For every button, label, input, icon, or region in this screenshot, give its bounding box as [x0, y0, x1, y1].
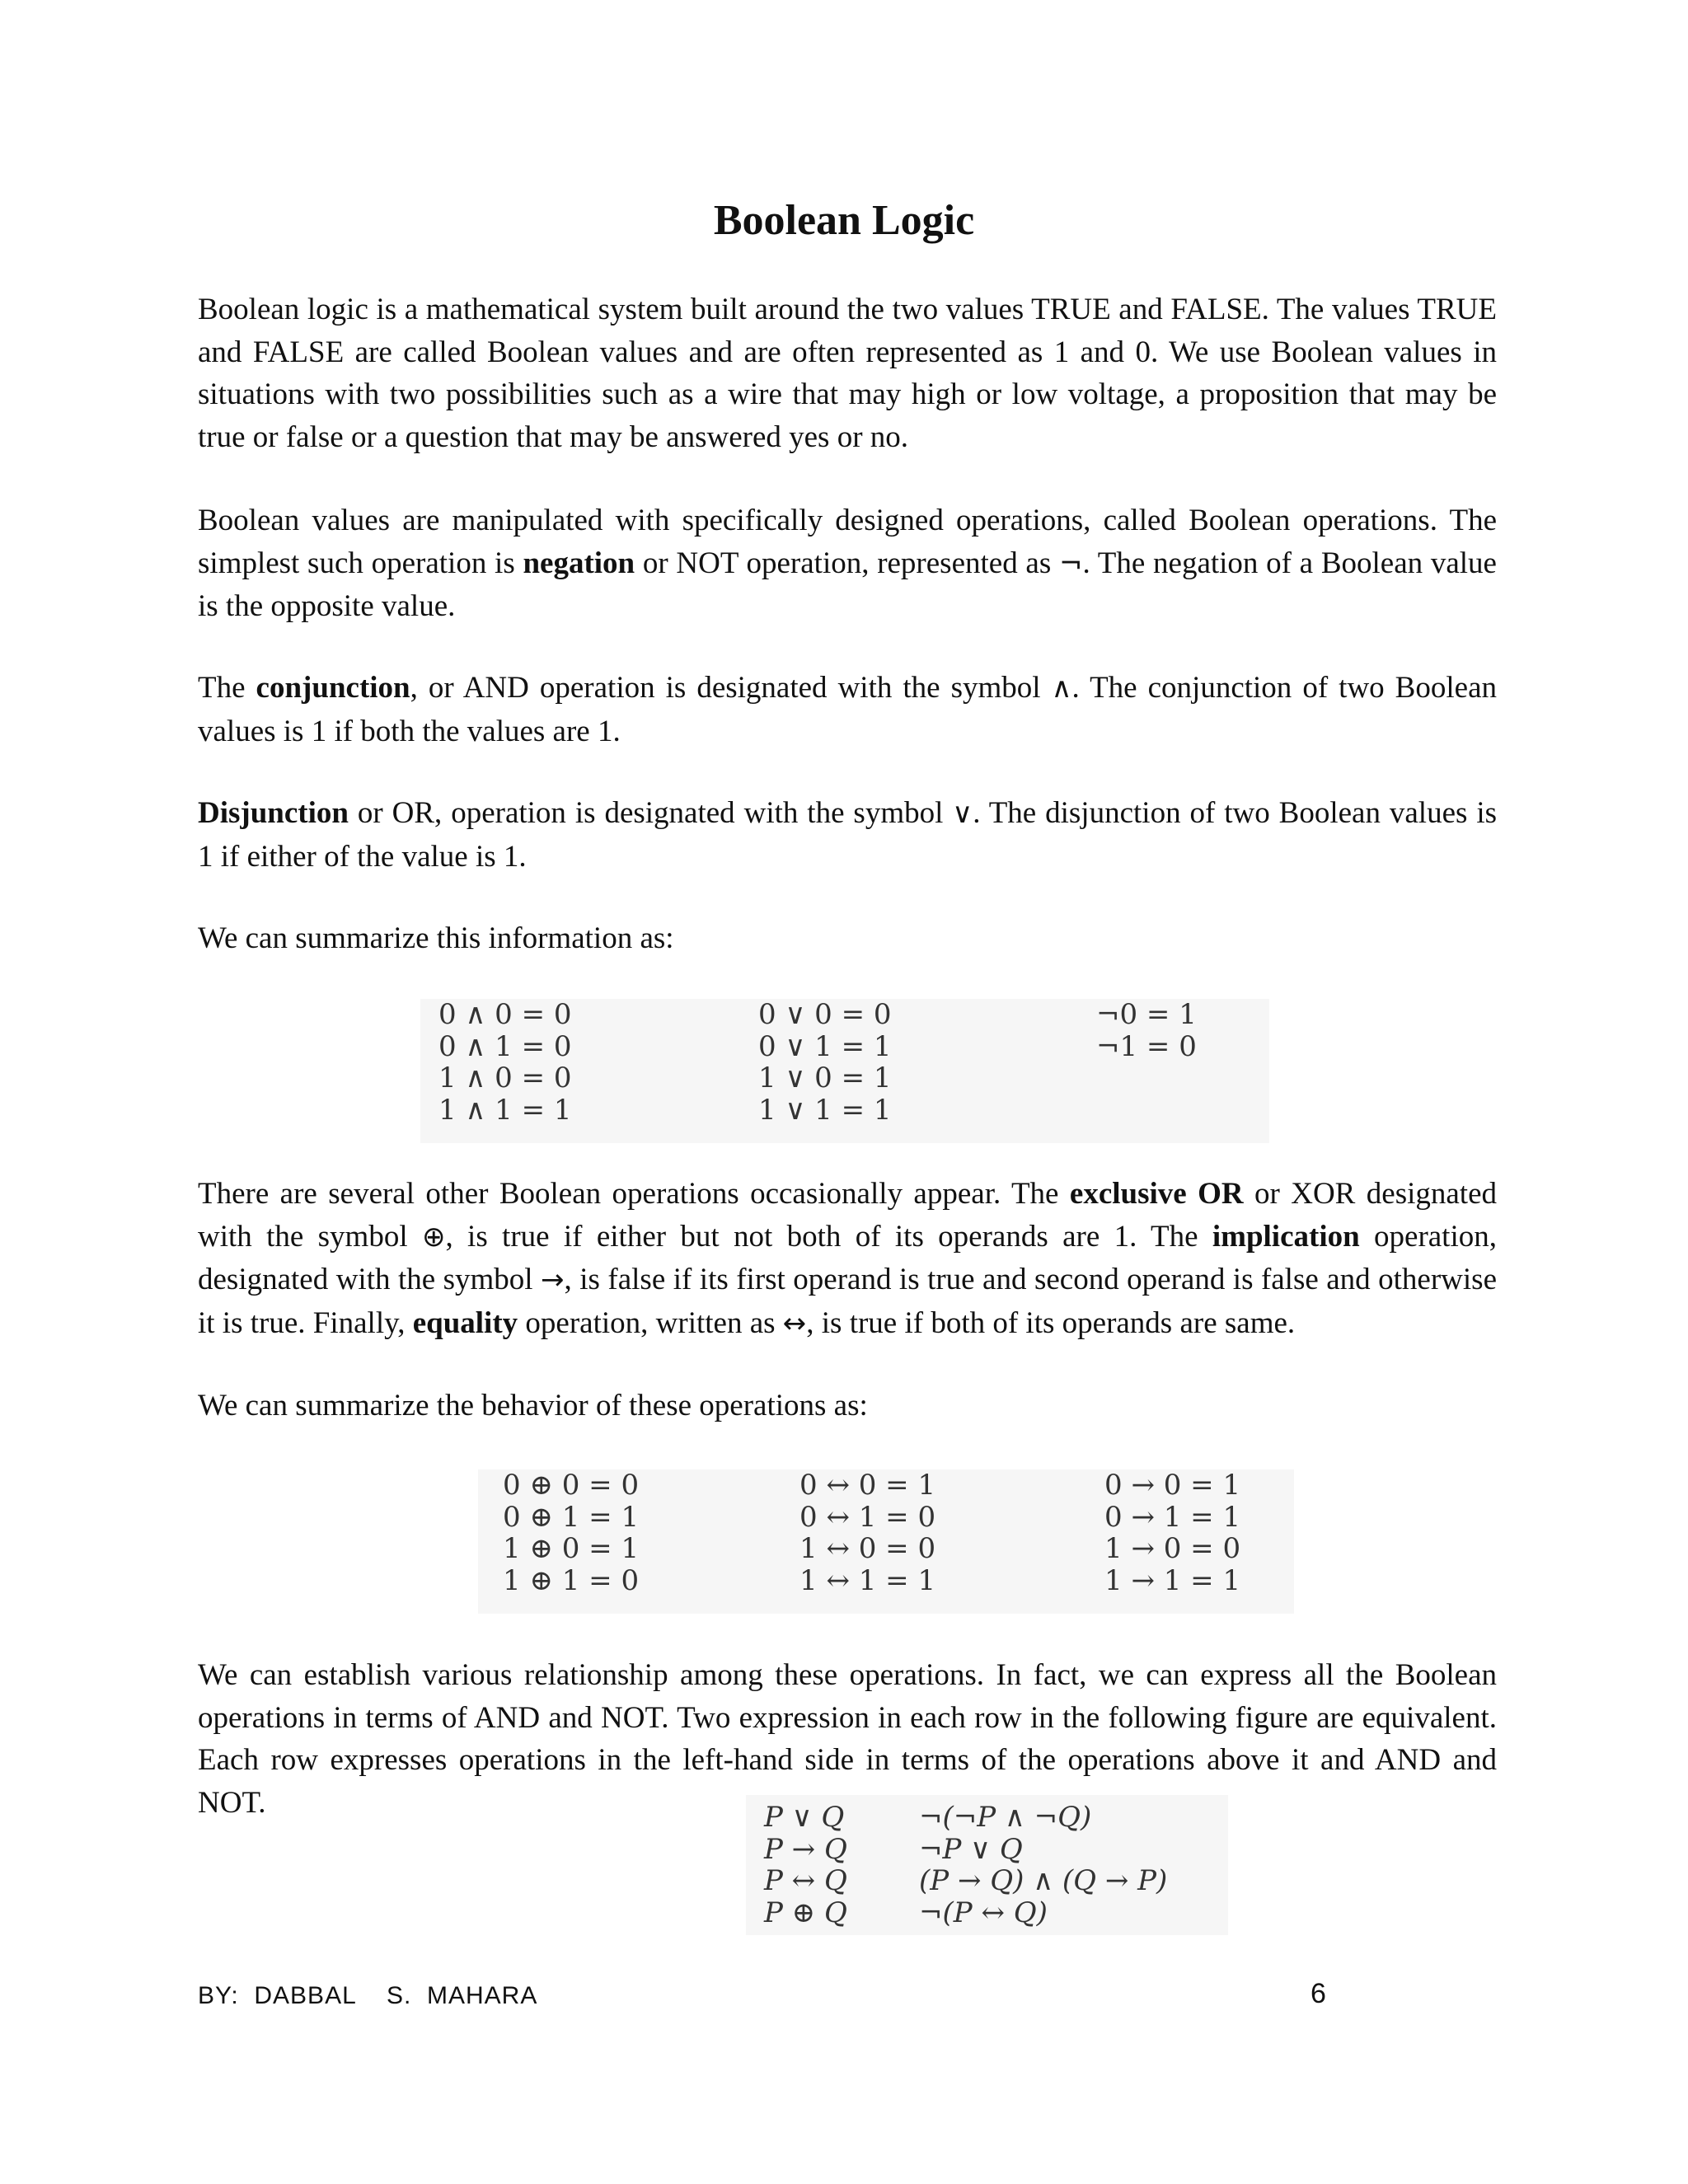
not-row: ¬1 = 0 [1096, 1029, 1197, 1063]
equivalence-right: ¬(¬P ∧ ¬Q) [919, 1801, 1092, 1834]
or-row: 0 ∨ 1 = 1 [758, 1029, 892, 1063]
conjunction-text-middle: , or AND operation is designated with the symbol [410, 671, 1052, 705]
equality-term: equality [412, 1305, 518, 1340]
other-ops-text: , is true if either but not both of its operands are 1. The [445, 1219, 1212, 1254]
equality-column [799, 1469, 935, 1596]
xor-row: 0 ⊕ 0 = 0 [503, 1469, 640, 1502]
footer-author: BY: DABBAL S. MAHARA [198, 1982, 538, 2009]
equivalence-right: (P → Q) ∧ (Q → P) [919, 1864, 1168, 1897]
not-column [1096, 999, 1197, 1062]
and-column [438, 999, 572, 1126]
equivalence-left: P → Q [764, 1832, 847, 1866]
equality-row: 1 ↔ 1 = 1 [799, 1563, 936, 1597]
equivalence-right: ¬(P ↔ Q) [919, 1896, 1048, 1929]
equivalence-left: P ↔ Q [764, 1864, 847, 1897]
xor-term: exclusive OR [1069, 1177, 1244, 1211]
implication-row: 1 → 0 = 0 [1104, 1532, 1241, 1565]
implication-term: implication [1212, 1219, 1360, 1254]
not-symbol: ¬ [1058, 546, 1083, 580]
summary-intro-1: We can summarize this information as: [198, 921, 674, 955]
implication-row: 0 → 1 = 1 [1104, 1500, 1241, 1534]
or-row: 1 ∨ 0 = 1 [758, 1062, 892, 1094]
negation-term: negation [523, 546, 635, 580]
intro-paragraph: Boolean logic is a mathematical system built around the two values TRUE and FALSE. The values TRUE and FALSE are called Boolean values and are often represented as 1 and 0. We use Boolean values in situations with two possibilities such as a wire that may high or low voltage, a proposition that may be true or false or a question that may be answered yes or no. [198, 293, 1497, 454]
other-ops-text: operation, designated with the symbol [198, 1219, 1497, 1296]
other-ops-text: There are several other Boolean operations occasionally appear. The [198, 1177, 1070, 1211]
conjunction-term: conjunction [256, 671, 410, 705]
and-symbol: ∧ [1051, 672, 1072, 705]
equivalence-left: P ∨ Q [764, 1801, 845, 1834]
equivalence-left-column [764, 1802, 847, 1929]
equivalences-table [746, 1795, 1228, 1935]
other-ops-text: operation, written as [518, 1305, 783, 1340]
basic-operations-table [420, 999, 1269, 1143]
relationships-paragraph: We can establish various relationship among these operations. In fact, we can express all the Boolean operations in terms of AND and NOT. Two expression in each row in the following figure are equivalent. Each row expresses operations in the left-hand side in terms of the operations above it and AND and NOT. [198, 1658, 1497, 1820]
equality-symbol: ↔ [782, 1306, 807, 1340]
other-operations-table [478, 1469, 1294, 1614]
xor-symbol: ⊕ [421, 1220, 446, 1254]
disjunction-text-after: . The disjunction of two Boolean values is 1 if either of the value is 1. [198, 796, 1497, 874]
negation-text-before: Boolean values are manipulated with specifically designed operations, called Boolean operations. The simplest such operation is [198, 504, 1497, 580]
conjunction-text-before: The [198, 671, 256, 705]
equality-row: 1 ↔ 0 = 0 [799, 1532, 936, 1565]
implication-row: 0 → 0 = 1 [1104, 1469, 1241, 1502]
disjunction-term: Disjunction [198, 796, 349, 830]
equality-row: 0 ↔ 1 = 0 [799, 1500, 936, 1534]
implication-column [1104, 1469, 1240, 1596]
xor-row: 1 ⊕ 0 = 1 [503, 1532, 640, 1565]
page-number: 6 [1311, 1978, 1326, 2009]
and-row: 0 ∧ 0 = 0 [438, 998, 572, 1031]
conjunction-text-after: . The conjunction of two Boolean values is 1 if both the values are 1. [198, 671, 1497, 748]
implication-symbol: → [541, 1263, 565, 1296]
and-row: 0 ∧ 1 = 0 [438, 1029, 572, 1063]
disjunction-text-middle: or OR, operation is designated with the symbol [348, 796, 953, 830]
implication-row: 1 → 1 = 1 [1104, 1563, 1241, 1597]
negation-paragraph [198, 499, 1497, 628]
equivalence-right-column [919, 1802, 1167, 1929]
and-row: 1 ∧ 1 = 1 [438, 1093, 572, 1127]
disjunction-paragraph [198, 792, 1497, 878]
or-symbol: ∨ [952, 797, 973, 830]
or-column [758, 999, 892, 1126]
other-operations-paragraph [198, 1173, 1497, 1345]
xor-column [503, 1469, 639, 1596]
negation-text-after: . The negation of a Boolean value is the opposite value. [198, 546, 1497, 623]
summary-intro-2: We can summarize the behavior of these operations as: [198, 1389, 868, 1422]
equality-row: 0 ↔ 0 = 1 [799, 1469, 936, 1502]
other-ops-text: , is true if both of its operands are same. [806, 1305, 1296, 1340]
equivalence-right: ¬P ∨ Q [919, 1832, 1023, 1866]
not-row: ¬0 = 1 [1096, 998, 1197, 1031]
conjunction-paragraph [198, 667, 1497, 752]
and-row: 1 ∧ 0 = 0 [438, 1062, 572, 1094]
equivalence-left: P ⊕ Q [764, 1896, 847, 1929]
other-ops-text: , is false if its first operand is true and second operand is false and otherwise it is true. Finally, [198, 1263, 1497, 1340]
xor-row: 0 ⊕ 1 = 1 [503, 1500, 640, 1534]
other-ops-text: or XOR designated with the symbol [198, 1177, 1497, 1254]
or-row: 1 ∨ 1 = 1 [758, 1093, 892, 1127]
page-title: Boolean Logic [713, 197, 975, 244]
xor-row: 1 ⊕ 1 = 0 [503, 1563, 640, 1597]
or-row: 0 ∨ 0 = 0 [758, 998, 892, 1031]
negation-text-middle: or NOT operation, represented as [635, 546, 1059, 580]
